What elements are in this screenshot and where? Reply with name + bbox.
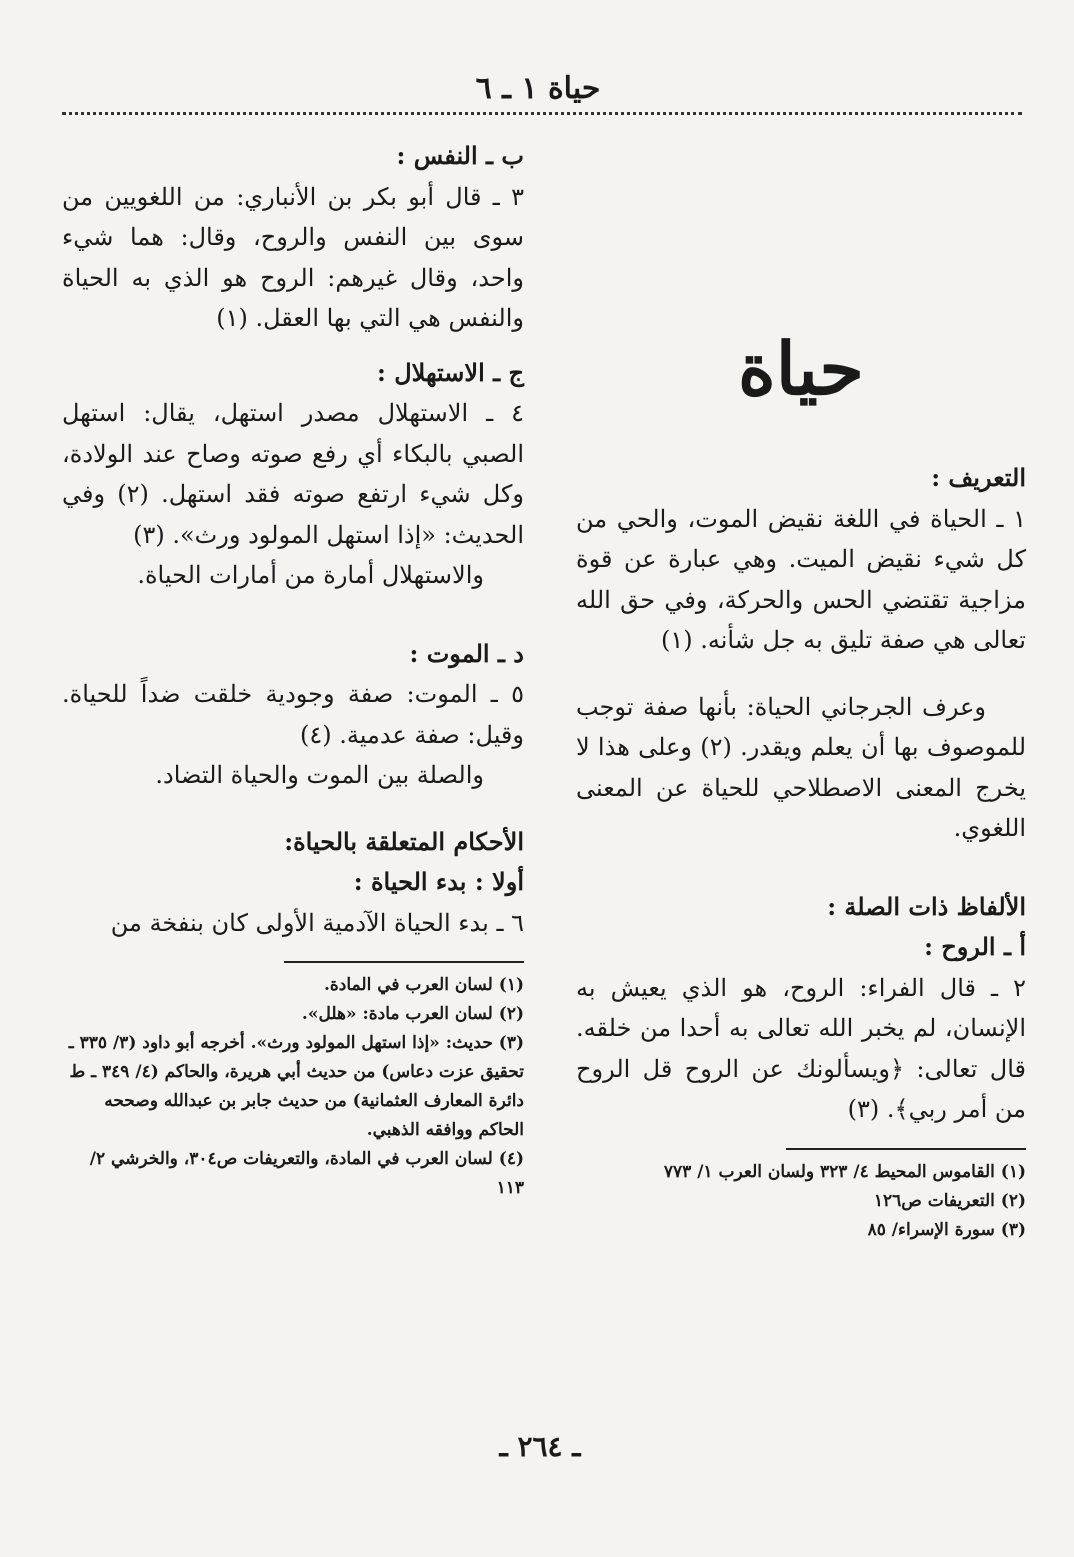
first-heading: أولا : بدء الحياة : <box>353 867 524 896</box>
paragraph-2: ٢ ـ قال الفراء: الروح، هو الذي يعيش به الإنسان، لم يخبر الله تعالى به أحدا من خلقه. قال تعالى: ﴿ويسألونك عن الروح قل الروح من أمر ربي﴾. (٣) <box>576 973 1026 1123</box>
paragraph-5: ٥ ـ الموت: صفة وجودية خلقت ضداً للحياة. وقيل: صفة عدمية. (٤) <box>62 680 524 749</box>
paragraph-6: ٦ ـ بدء الحياة الآدمية الأولى كان بنفخة من <box>110 908 524 937</box>
mawt-heading: د ـ الموت : <box>409 638 524 668</box>
footnote-right-2: (٢) التعريفات ص١٢٦ <box>873 1190 1026 1211</box>
footnote-left-2: (٢) لسان العرب مادة: «هلل». <box>301 1004 524 1024</box>
paragraph-4: ٤ ـ الاستهلال مصدر استهل، يقال: استهل الصبي بالبكاء أي رفع صوته وصاح عند الولادة، وكل شيء ارتفع صوته فقد استهل. (٢) وفي الحديث: «إذا استهل المولود ورث». (٣) <box>62 399 524 549</box>
footnote-divider-left <box>284 961 524 963</box>
left-column <box>62 136 524 1203</box>
ruh-heading: أ ـ الروح : <box>924 932 1026 961</box>
paragraph-5-continuation: والصلة بين الموت والحياة التضاد. <box>155 761 484 789</box>
paragraph-3: ٣ ـ قال أبو بكر بن الأنباري: من اللغويين من سوى بين النفس والروح، وقال: هما شيء واحد، وقال غيرهم: الروح هو الذي به الحياة والنفس هي التي بها العقل. (١) <box>62 182 524 332</box>
footnote-left-1: (١) لسان العرب في المادة. <box>323 975 524 995</box>
footnote-left-4: (٤) لسان العرب في المادة، والتعريفات ص٣٠٤، والخرشي ٢/ ١١٣ <box>89 1149 524 1198</box>
definition-heading: التعريف : <box>931 463 1026 492</box>
footnote-divider-right <box>786 1148 1026 1150</box>
istihlal-heading: ج ـ الاستهلال : <box>377 357 524 387</box>
paragraph-jurjani: وعرف الجرجاني الحياة: بأنها صفة توجب للموصوف بها أن يعلم ويقدر. (٢) وعلى هذا لا يخرج المعنى الاصطلاحي للحياة عن المعنى اللغوي. <box>576 692 1026 842</box>
footnote-right-1: (١) القاموس المحيط ٤/ ٣٢٣ ولسان العرب ١/ ٧٧٣ <box>663 1161 1026 1182</box>
nafs-heading: ب ـ النفس : <box>396 141 524 170</box>
paragraph-4-continuation: والاستهلال أمارة من أمارات الحياة. <box>137 561 484 589</box>
rulings-heading: الأحكام المتعلقة بالحياة: <box>284 826 524 856</box>
entry-title: حياة <box>738 326 864 411</box>
footnote-right-3: (٣) سورة الإسراء/ ٨٥ <box>867 1219 1026 1240</box>
page-number: ـ ٢٦٤ ـ <box>499 1430 581 1463</box>
header-divider <box>62 112 1022 115</box>
paragraph-1: ١ ـ الحياة في اللغة نقيض الموت، والحي من كل شيء نقيض الميت. وهي عبارة عن قوة مزاجية تقتضي الحس والحركة، وفي حق الله تعالى هي صفة تليق به جل شأنه. (١) <box>576 504 1026 654</box>
footnote-left-3: (٣) حديث: «إذا استهل المولود ورث». أخرجه أبو داود (٣/ ٣٣٥ ـ تحقيق عزت دعاس) من حديث أبي هريرة، والحاكم (٤/ ٣٤٩ ـ ط دائرة المعارف العثمانية) من حديث جابر بن عبدالله وصححه الحاكم ووافقه الذهبي. <box>68 1033 524 1140</box>
related-terms-heading: الألفاظ ذات الصلة : <box>827 891 1026 921</box>
page-header: حياة ١ ـ ٦ <box>475 71 601 106</box>
right-column <box>576 136 1026 1245</box>
